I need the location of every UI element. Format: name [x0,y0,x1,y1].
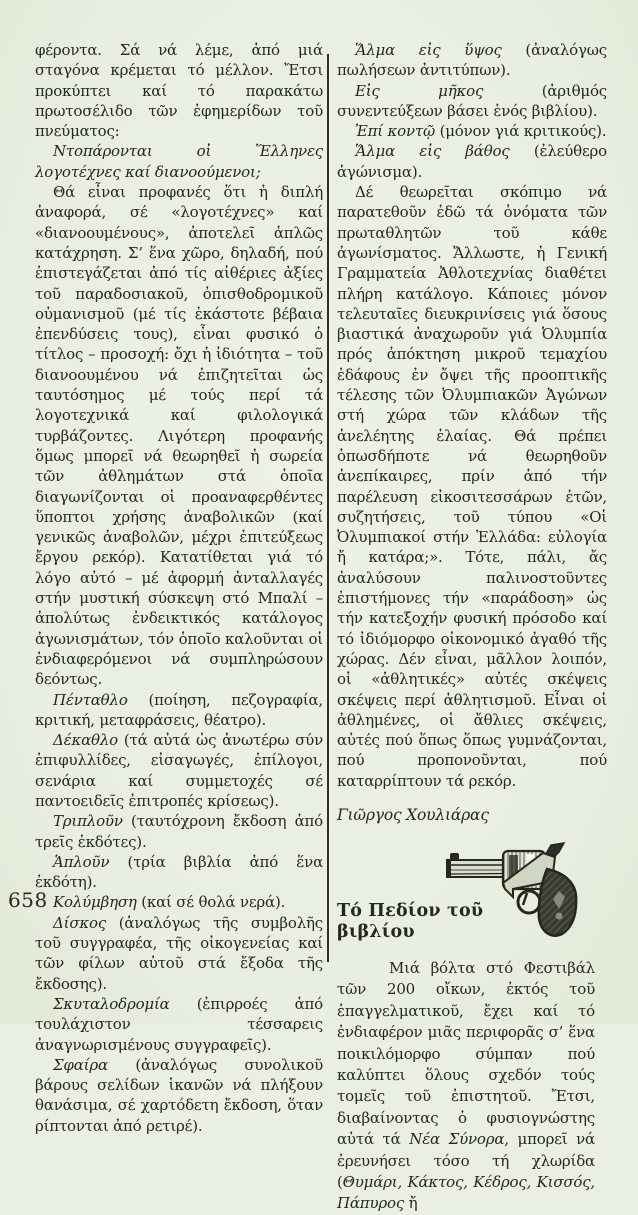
entry-lead: Ἅλμα εἰς βάθος [355,142,534,161]
right-column-text [337,40,607,791]
entry-lead: Κολύμβηση [53,893,142,912]
revolver-illustration [443,839,585,939]
paragraph: Κολύμβηση (καί σέ θολά νερά). [53,893,286,912]
paragraph: Τριπλοῦν (ταυτόχρονη ἔκδοση ἀπό τρεῖς ἐκδότες). [35,812,324,851]
right-column [337,40,607,1215]
paragraph: Ἅλμα εἰς ὕψος (ἀναλόγως πωλήσεων ἀντιτύπων). [337,41,607,80]
paragraph: Ἅλμα εἰς βάθος (ἐλεύθερο ἀγώνισμα). [337,142,607,181]
entry-lead: Εἰς μῆκος [355,81,542,100]
entry-lead: Δέκαθλο [53,731,124,750]
paragraph: Μιά βόλτα στό Φεστιβάλ τῶν 200 οἴκων, ἐκτός τοῦ ἐπαγγελματικοῦ, ἔχει καί τό ἐνδιαφέρον μιᾶς περιφορᾶς σ’ ἕνα ποικιλόμορφο σύμπαν πού καλύπτει ὅλους σχεδόν τούς τομεῖς τοῦ ἐπιστητοῦ. Ἔτσι, διαβαίνοντας ὁ φυσιογνώστης αὐτά τά Νέα Σύνορα, μπορεῖ νά ἐρευνήσει τόσο τή χλωρίδα (Θυμάρι, Κάκτος, Κέδρος, Κισσός, Πάπυρος ἤ [337,958,595,1213]
entry-lead: Τριπλοῦν [53,812,131,831]
book-field-section [337,837,607,1214]
entry-lead: Δίσκος [53,913,119,932]
page-number: 658 [8,888,48,912]
author-byline: Γιῶργος Χουλιάρας [337,805,489,824]
paragraph: Δίσκος (ἀναλόγως τῆς συμβολῆς τοῦ συγγραφέα, τῆς οἰκογενείας καί τῶν φίλων αὐτοῦ στά ἔξοδα τῆς ἔκδοσης). [35,913,323,993]
paragraph: Θά εἶναι προφανές ὅτι ἡ διπλή ἀναφορά, σέ «λογοτέχνες» καί «διανοουμένους», ἀποτελεῖ ἁπλῶς κατάχρηση. Σ’ ἕνα χῶρο, δηλαδή, πού ἐπιστεγάζεται ἀπό τίς αἰθέριες ἀξίες τοῦ παραδοσιακοῦ, ὀπισθοδρομικοῦ οὐμανισμοῦ (μέ τίς ἑκάστοτε βέβαια ἐπενδύσεις τους), εἶναι φυσικό ὁ τίτλος – προσοχή: ὄχι ἡ ἰδιότητα – τοῦ διανοουμένου νά ἐπιζητεῖται ὡς ταυτόσημος μέ τούς περί τά λογοτεχνικά καί φιλολογικά τυρβάζοντες. Λιγότερη προφανής ὅμως μπορεῖ νά θεωρηθεῖ ἡ σωρεία τῶν ἀθλημάτων στά ὁποῖα διαγωνίζονται οἱ προαναφερθέντες ὕποπτοι χρήσης ἀναβολικῶν (καί γενικῶς ἀναβολῶν, μέχρι ἐπιτεύξεως ἔργου ρεκόρ). Κατατίθεται γιά τό λόγο αὐτό – μέ ἀφορμή ἀνταλλαγές στήν μυστική σύσκεψη στό Μπαλί – ἀπολύτως ἐνδεικτικός κατάλογος ἀγωνισμάτων, τόν ὁποῖο καλοῦνται οἱ ἐνδιαφερόμενοι νά συμπληρώσουν δεόντως. [35,183,323,689]
entry-lead: Ἁπλοῦν [53,852,128,871]
entry-lead: Ἅλμα εἰς ὕψος [355,41,526,59]
paragraph: Σφαίρα (ἀναλόγως συνολικοῦ βάρους σελίδων ἱκανῶν νά πλήξουν θανάσιμα, σέ χαρτόδετη ἔκδοση, ὅταν ρίπτονται ἀπό ρετιρέ). [35,1055,323,1135]
section-body [337,958,595,1215]
section-heading: Τό Πεδίον τοῦ βιβλίου [337,901,484,942]
paragraph: Σκυταλοδρομία (ἐπιρροές ἀπό τουλάχιστον τέσσαρεις ἀναγνωρισμένους συγγραφεῖς). [35,994,323,1054]
paragraph: Δέκαθλο (τά αὐτά ὡς ἀνωτέρω σύν ἐπιφυλλίδες, εἰσαγωγές, ἐπίλογοι, σενάρια καί συμμετοχές σέ παντοειδεῖς ἐπιτροπές κρίσεως). [35,731,323,810]
column-divider [327,54,329,962]
entry-lead: Σφαίρα [53,1055,136,1074]
paragraph: φέροντα. Σά νά λέμε, ἀπό μιά σταγόνα κρέμεται τό μέλλον. Ἔτσι προκύπτει καί τό παρακάτω πρωτοσέλιδο τῶν ἐφημερίδων τοῦ πνεύματος: [35,41,323,141]
entry-lead: Ἐπί κοντῷ [355,122,440,141]
paragraph: Εἰς μῆκος (ἀριθμός συνεντεύξεων βάσει ἑνός βιβλίου). [337,81,607,120]
paragraph: Ἁπλοῦν (τρία βιβλία ἀπό ἕνα ἐκδότη). [35,852,323,892]
paragraph: Ντοπάρονται οἱ Ἕλληνες λογοτέχνες καί διανοούμενοι; [35,142,323,181]
left-column [35,40,323,1136]
paragraph: Ἐπί κοντῷ (μόνον γιά κριτικούς). [355,122,607,141]
paragraph: Δέ θεωρεῖται σκόπιμο νά παρατεθοῦν ἐδῶ τά ὀνόματα τῶν πρωταθλητῶν τοῦ κάθε ἀγωνίσματος. Ἄλλωστε, ἡ Γενική Γραμματεία Ἀθλοτεχνίας διαθέτει πλήρη κατάλογο. Κάποιες μόνον τελευταῖες διευκρινίσεις γιά ὅσους βιαστικά ἀναχωροῦν γιά Ὀλυμπία πρός ἀπόκτηση μικροῦ τεμαχίου ἐδάφους ἐν ὄψει τῆς προοπτικῆς τέλεσης τῶν Ὀλυμπιακῶν Ἀγώνων στή χώρα τῶν κλάδων τῆς ἀνελέητης ἐλαίας. Θά πρέπει ὁπωσδήποτε νά θεωρηθοῦν ἀνεπίκαιρες, πρίν ἀπό τήν παρέλευση εἰκοσιτεσσάρων ἐτῶν, συζητήσεις, τοῦ τύπου «Οἱ Ὀλυμπιακοί στήν Ἑλλάδα: εὐλογία ἤ κατάρα;». Τότε, πάλι, ἄς ἀναλύσουν παλινοστοῦντες ἐπιστήμονες τήν «παράδοση» ὡς τήν κατεξοχήν φυσική πρόσοδο καί τό ἰδιόμορφο οἰκονομικό ἀγαθό τῆς χώρας. Δέν εἶναι, μᾶλλον λοιπόν, οἱ «ἀθλητικές» αὐτές σκέψεις σκέψεις περί ἀθλητισμοῦ. Εἶναι οἱ ἀθλημένες, οἱ ἄθλιες σκέψεις, αὐτές πού ὅπως ὅπως γυμνάζονται, πού προπονοῦνται, πού καταρρίπτουν τά ρεκόρ. [337,183,607,790]
paragraph: Πένταθλο (ποίηση, πεζογραφία, κριτική, μεταφράσεις, θέατρο). [35,690,324,729]
revolver-icon [443,839,585,939]
entry-lead: Σκυταλοδρομία [53,994,197,1013]
entry-lead: Πένταθλο [53,690,149,709]
